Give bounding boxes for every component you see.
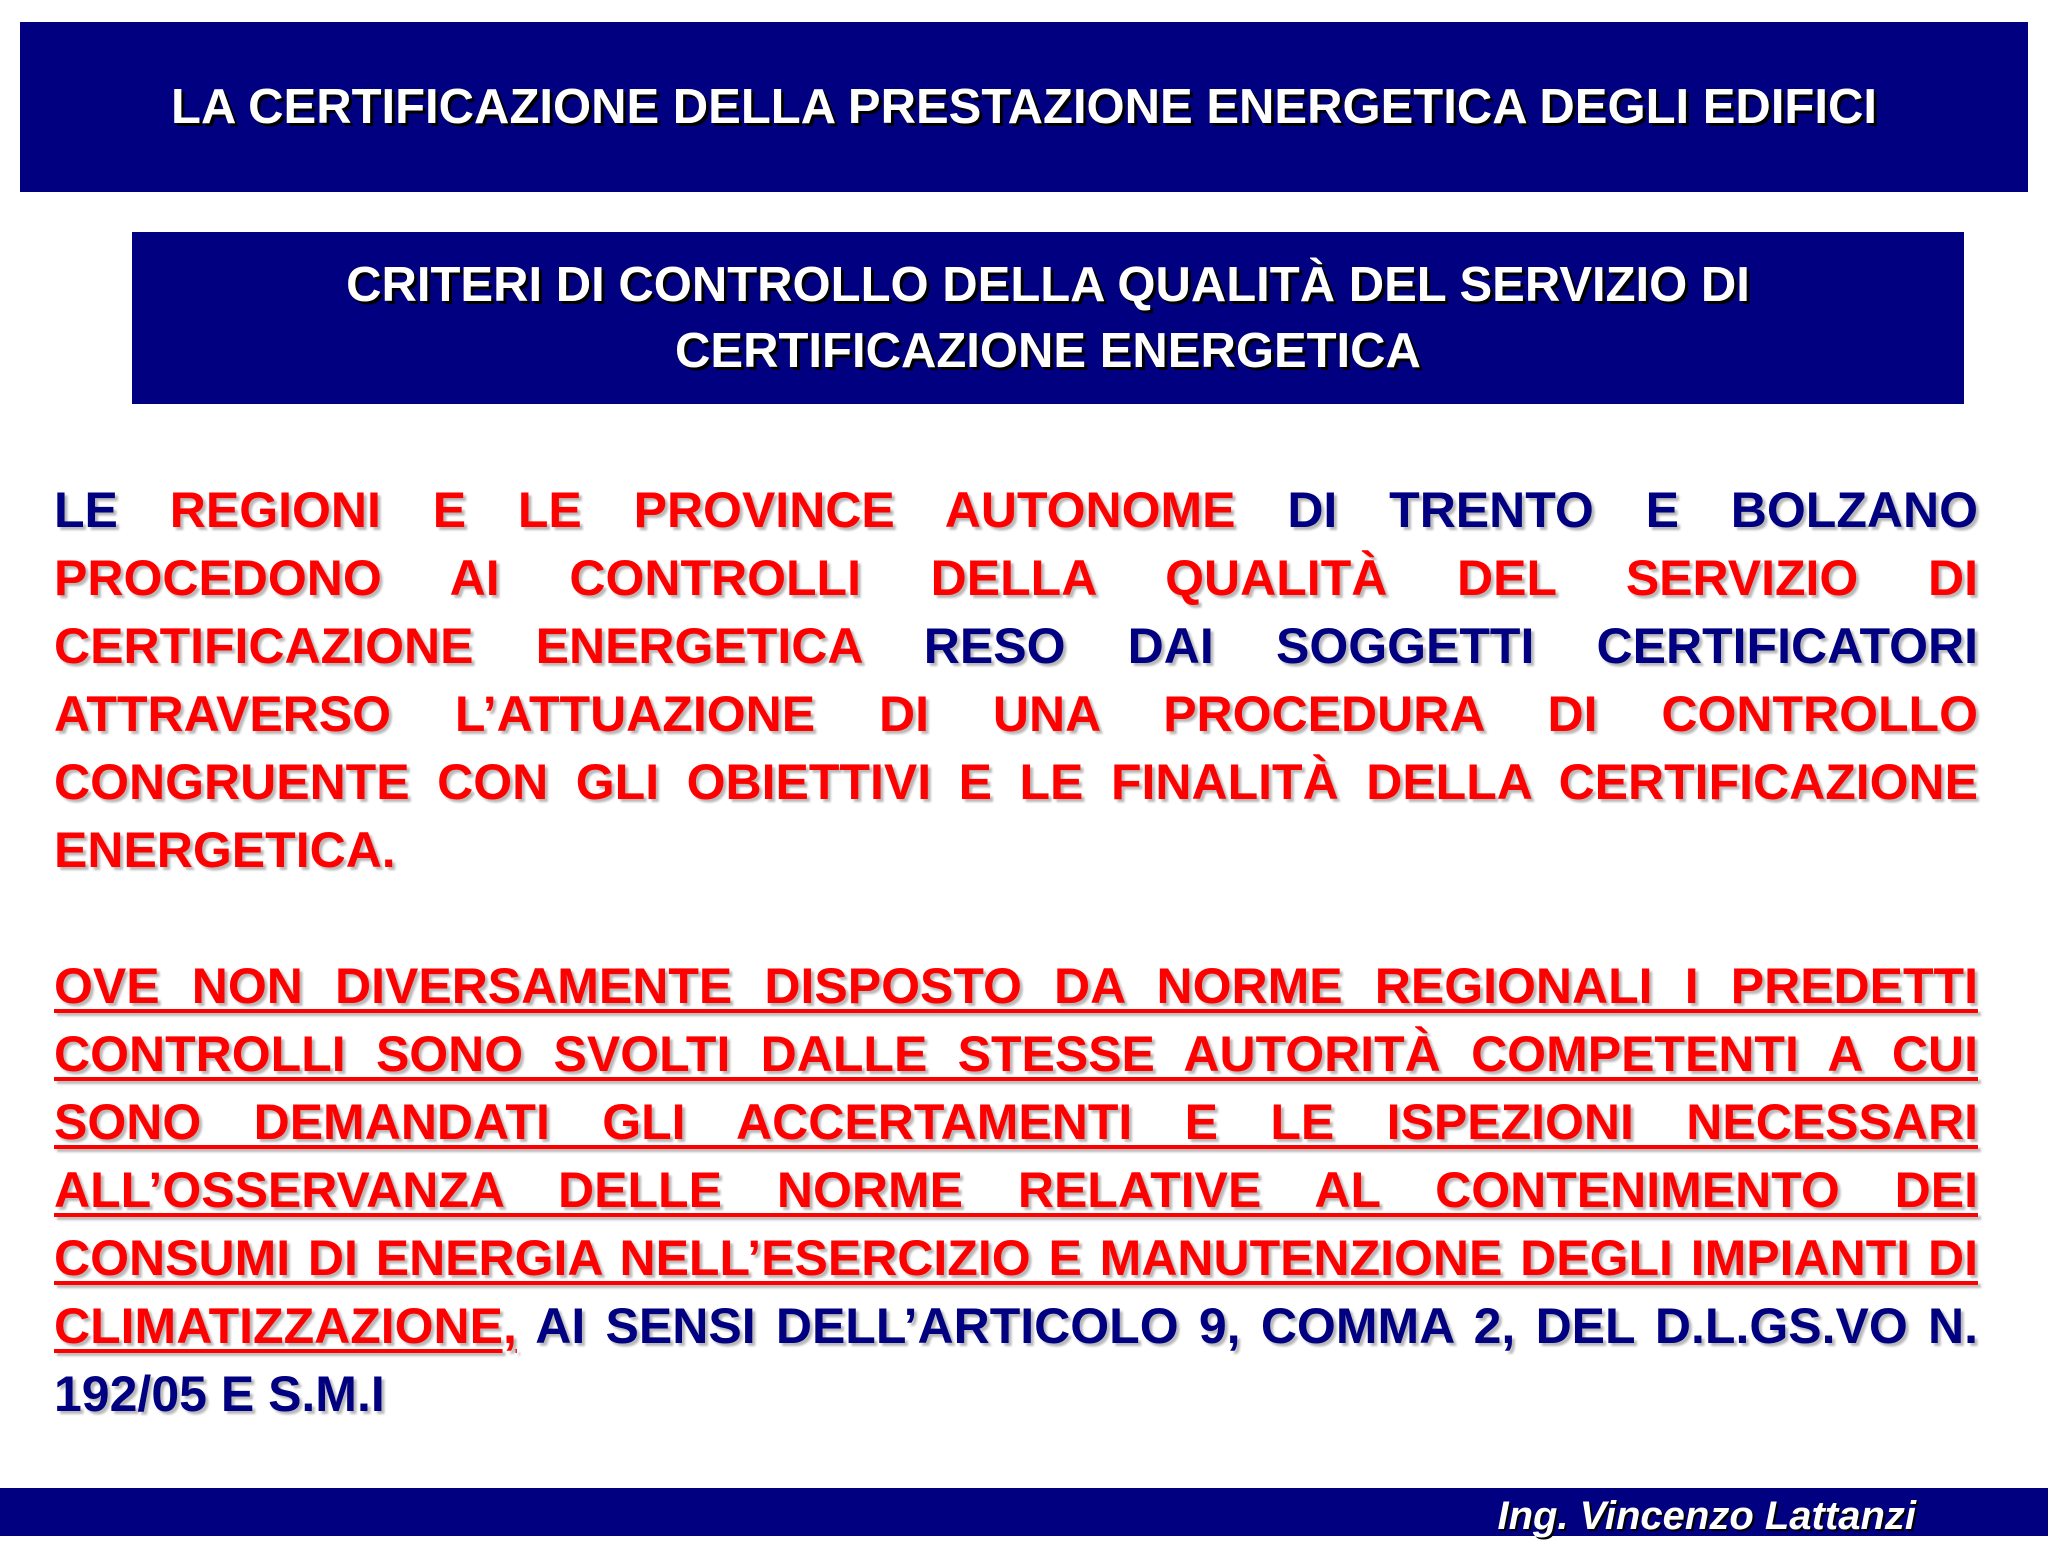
- text-segment-highlight: REGIONI E LE PROVINCE AUTONOME: [169, 482, 1236, 538]
- text-segment: AI SENSI DELL’ARTICOLO 9, COMMA 2, DEL D.L.GS.VO N. 192/05 E S.M.I: [54, 1298, 1978, 1422]
- text-segment: LE: [54, 482, 170, 538]
- text-segment-highlight: ATTRAVERSO L’ATTUAZIONE DI UNA PROCEDURA DI CONTROLLO CONGRUENTE CON GLI OBIETTIVI E LE FINALITÀ DELLA CERTIFICAZIONE ENERGETICA.: [54, 686, 1978, 878]
- paragraph-regional-controls: [54, 476, 1978, 884]
- title-banner: [20, 22, 2028, 192]
- slide-subtitle: CRITERI DI CONTROLLO DELLA QUALITÀ DEL SERVIZIO DI CERTIFICAZIONE ENERGETICA: [346, 258, 1750, 378]
- footer-bar: [0, 1488, 2048, 1536]
- text-segment: RESO DAI SOGGETTI CERTIFICATORI: [861, 618, 1978, 674]
- subtitle-banner: [132, 232, 1964, 404]
- text-segment: DI TRENTO E BOLZANO: [1235, 482, 1978, 538]
- text-segment-highlight: PROCEDONO AI CONTROLLI DELLA QUALITÀ DEL SERVIZIO DI CERTIFICAZIONE ENERGETICA: [54, 550, 1978, 674]
- text-segment-underlined: OVE NON DIVERSAMENTE DISPOSTO DA NORME REGIONALI I PREDETTI CONTROLLI SONO SVOLTI DALLE STESSE AUTORITÀ COMPETENTI A CUI SONO DEMANDATI GLI ACCERTAMENTI E LE ISPEZIONI NECESSARI ALL’OSSERVANZA DELLE NORME RELATIVE AL CONTENIMENTO DEI CONSUMI DI ENERGIA NELL’ESERCIZIO E MANUTENZIONE DEGLI IMPIANTI DI CLIMATIZZAZIONE,: [54, 958, 1978, 1354]
- author-name: Ing. Vincenzo Lattanzi: [1497, 1494, 1916, 1538]
- paragraph-competent-authorities: [54, 952, 1978, 1428]
- slide-title: LA CERTIFICAZIONE DELLA PRESTAZIONE ENERGETICA DEGLI EDIFICI: [171, 80, 1877, 134]
